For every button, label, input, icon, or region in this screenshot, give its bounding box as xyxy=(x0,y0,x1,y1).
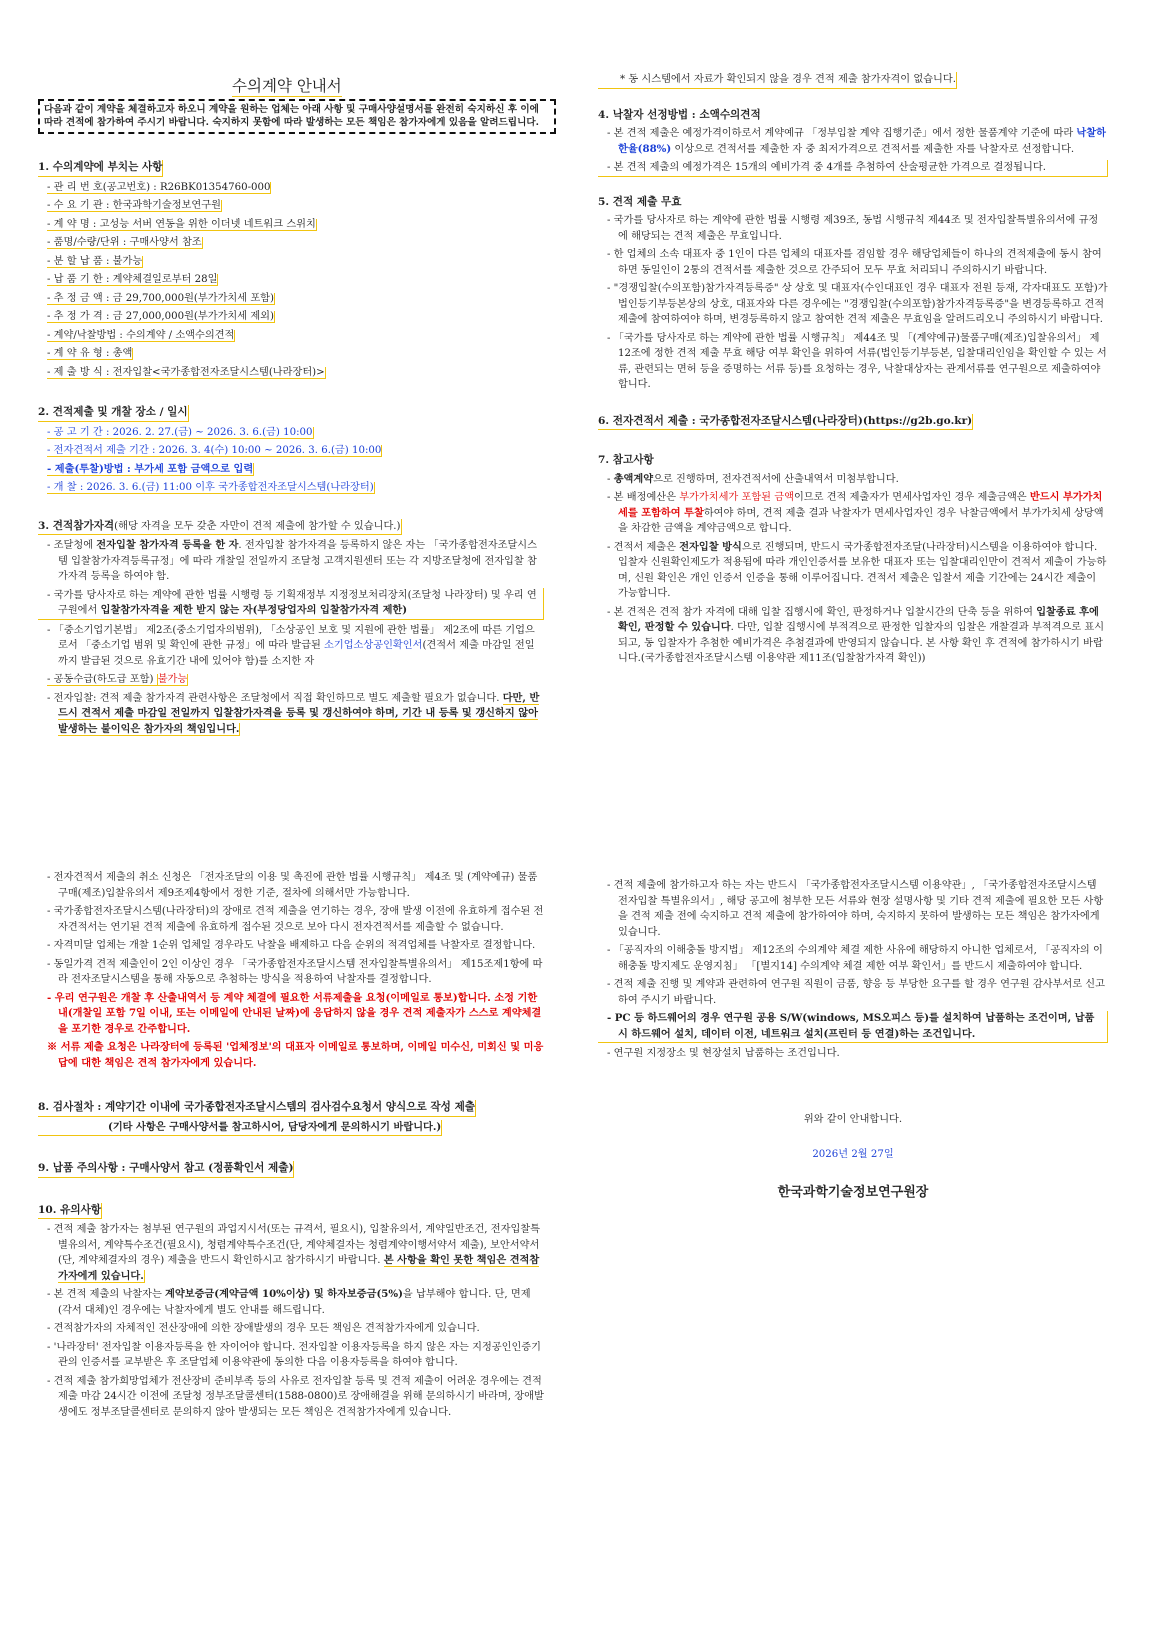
section-2-heading: 2. 견적제출 및 개찰 장소 / 일시 xyxy=(38,405,189,422)
section-4-heading: 4. 낙찰자 선정방법 : 소액수의견적 xyxy=(598,108,761,121)
section-3-heading-note: (해당 자격을 모두 갖춘 자만이 견적 제출에 참가할 수 있습니다.) xyxy=(114,520,401,532)
section-3-heading: 3. 견적참가자격 xyxy=(38,519,115,532)
list-item: - 「국가를 당사자로 하는 계약에 관한 법률 시행규칙」 제44조 및 「(계약예규)물품구매(제조)입찰유의서」 제12조에 정한 견적 제출 무효 해당 여부 확인을 위하여 서류(법인등기부등본, 입찰대리인임을 확인할 수 있는 서류, 관련되는 면허 등을 증명하는 서류 등)를 요청하는 경우, 낙찰대상자는 관계서류를 연구원으로 제출하여야 합니다. xyxy=(607,332,1107,390)
section-1-list xyxy=(38,180,544,381)
list-item: - 전자견적서 제출 기간 : 2026. 3. 4(수) 10:00 ~ 2026. 3. 6.(금) 10:00 xyxy=(47,445,382,456)
list-item: - 조달청에 전자입찰 참가자격 등록을 한 자. 전자입찰 참가자격을 등록하지 않은 자는 「국가종합전자조달시스템 입찰참가자격등록규정」에 따라 개찰일 전일까지 조달청 고객지원센터 또는 각 지방조달청에 전자입찰 참가자격 등록을 하여야 함. xyxy=(47,539,537,582)
list-item: - 공동수급(하도급 포함) 불가능 xyxy=(47,674,188,685)
section-5-heading: 5. 견적 제출 무효 xyxy=(598,195,682,208)
system-note: * 동 시스템에서 자료가 확인되지 않을 경우 견적 제출 참가자격이 없습니다. xyxy=(598,72,957,89)
list-item: - 관 리 번 호(공고번호) : R26BK01354760-000 xyxy=(47,181,271,193)
left-top-column xyxy=(38,160,544,740)
list-item: - 수 요 기 관 : 한국과학기술정보연구원 xyxy=(47,200,221,211)
signer: 한국과학기술정보연구원장 xyxy=(777,1184,929,1200)
list-item: - 견적서 제출은 전자입찰 방식으로 진행되며, 반드시 국가종합전자조달(나라장터)시스템을 이용하여야 합니다. 입찰자 신원확인제도가 적용됨에 따라 개인인증서를 보유한 대표자 또는 입찰대리인만이 견적서 제출이 가능하며, 신원 확인은 개인 인증서 인증을 통해 이루어집니다. 견적서 제출은 입찰서 제출 기간에는 24시간 제출이 가능합니다. xyxy=(607,540,1107,599)
section-7-heading: 7. 참고사항 xyxy=(598,454,654,466)
closing-date: 2026년 2월 27일 xyxy=(812,1149,894,1160)
list-item: - 견적 제출 참가희망업체가 전산장비 준비부족 등의 사유로 전자입찰 등록 및 견적 제출이 어려운 경우에는 견적 제출 마감 24시간 이전에 조달청 정부조달콜센터(1588-0800)로 장애해결을 위해 문의하시기 바라며, 장애발생에도 정부조달콜센터로 문의하지 않아 발생되는 모든 책임은 견적참가자에게 있습니다. xyxy=(47,1375,544,1418)
red-notice: ※ 서류 제출 요청은 나라장터에 등록된 '업체정보'의 대표자 이메일로 통보하며, 이메일 미수신, 미회신 및 미응답에 대한 책임은 견적 참가자에게 있습니다. xyxy=(47,1041,544,1069)
notice-box: 다음과 같이 계약을 체결하고자 하오니 계약을 원하는 업체는 아래 사항 및 구매사양설명서를 완전히 숙지하신 후 이에 따라 견적에 참가하여 주시기 바랍니다. 숙지하지 못함에 따라 발생하는 모든 책임은 참가자에게 있음을 알려드립니다. xyxy=(38,99,556,134)
list-item: - 한 업체의 소속 대표자 중 1인이 다른 업체의 대표자를 겸임할 경우 해당업체들이 하나의 견적제출에 동시 참여하면 동일인이 2통의 견적서를 제출한 것으로 간주되어 모두 무효 처리되니 주의하시기 바랍니다. xyxy=(607,249,1102,276)
right-bottom-column xyxy=(598,878,1108,1203)
list-item: - 견적 제출 진행 및 계약과 관련하여 연구원 직원이 금품, 향응 등 부당한 요구를 할 경우 연구원 감사부서로 신고하여 주시기 바랍니다. xyxy=(607,979,1105,1006)
list-item: - 국가를 당사자로 하는 계약에 관한 법률 시행령 등 기획재정부 지정정보처리장치(조달청 나라장터) 및 우리 연구원에서 입찰참가자격을 제한 받지 않는 자(부정당업자의 입찰참가자격 제한) xyxy=(38,588,544,620)
list-item: - 제 출 방 식 : 전자입찰<국가종합전자조달시스템(나라장터)> xyxy=(47,366,325,378)
list-item: - 전자견적서 제출의 취소 신청은 「전자조달의 이용 및 촉진에 관한 법률 시행규칙」 제4조 및 (계약예규) 물품구매(제조)입찰유의서 제9조제4항에서 정한 기준, 절차에 의해서만 가능합니다. xyxy=(47,872,538,899)
red-notice: - 우리 연구원은 개찰 후 산출내역서 등 계약 체결에 필요한 서류제출을 요청(이메일로 통보)합니다. 소정 기한 내(개찰일 포함 7일 이내, 또는 이메일에 안내된 날짜)에 응답하지 않을 경우 견적 제출자가 스스로 계약체결을 포기한 경우로 간주합니다. xyxy=(47,991,542,1035)
list-item: - 본 견적은 견적 참가 자격에 대해 입찰 집행시에 확인, 판정하거나 입찰시간의 단축 등을 위하여 입찰종료 후에 확인, 판정할 수 있습니다. 다만, 입찰 집행시에 부적격으로 판정한 입찰자의 입찰은 개찰결과 부적격으로 표시되고, 동 입찰자가 추첨한 예비가격은 추첨결과에 반영되지 않습니다. 본 사항 확인 후 견적에 참가하시기 바랍니다.(국가종합전자조달시스템 이용약관 제11조(입찰참가자격 확인)) xyxy=(607,605,1105,664)
list-item: - 「중소기업기본법」 제2조(중소기업자의범위), 「소상공인 보호 및 지원에 관한 법률」 제2조에 따른 기업으로서 「중소기업 범위 및 확인에 관한 규정」에 따라 발급된 소기업소상공인확인서(견적서 제출 마감일 전일까지 발급된 것으로 유효기간 내에 있어야 함)를 소지한 자 xyxy=(47,624,535,667)
list-item: - 견적 제출에 참가하고자 하는 자는 반드시 「국가종합전자조달시스템 이용약관」, 「국가종합전자조달시스템 전자입찰 특별유의서」, 해당 공고에 첨부한 모든 서류와 현장 설명사항 및 기타 견적 제출에 필요한 모든 사항을 견적 제출 전에 숙지하고 견적 제출에 참가하여야 하며, 숙지하지 못하여 발생하는 모든 책임은 참가자에게 있습니다. xyxy=(607,880,1104,938)
list-item: - 본 배정예산은 부가가치세가 포함된 금액이므로 견적 제출자가 면세사업자인 경우 제출금액은 반드시 부가가치세를 포함하여 투찰하여야 하며, 견적 제출 결과 낙찰자가 면세사업자인 경우 낙찰금액에서 부가가치세 상당액을 차감한 금액을 계약금액으로 합니다. xyxy=(607,491,1104,534)
list-item: - 추 정 금 액 : 금 29,700,000원(부가가치세 포함) xyxy=(47,292,274,304)
list-item: - 계약/낙찰방법 : 수의계약 / 소액수의견적 xyxy=(47,329,235,341)
list-item: - 동일가격 견적 제출인이 2인 이상인 경우 「국가종합전자조달시스템 전자입찰특별유의서」 제15조제1항에 따라 전자조달시스템을 통해 자동으로 추첨하는 방식을 적용하여 낙찰자를 결정합니다. xyxy=(47,958,543,985)
section-9-heading: 9. 납품 주의사항 : 구매사양서 참고 (정품확인서 제출) xyxy=(38,1161,294,1178)
list-item: - 전자입찰: 견적 제출 참가자격 관련사항은 조달청에서 직접 확인하므로 별도 제출할 필요가 없습니다. 다만, 반드시 견적서 제출 마감일 전일까지 입찰참가자격을 등록 및 갱신하여야 하며, 기간 내 등록 및 갱신하지 않아 발생하는 불이익은 참가자의 책임입니다. xyxy=(47,691,540,735)
list-item: - 총액계약으로 진행하며, 전자견적서에 산출내역서 미첨부합니다. xyxy=(607,472,899,485)
list-item: - 본 견적 제출의 예정가격은 15개의 예비가격 중 4개를 추첨하여 산술평균한 가격으로 결정됩니다. xyxy=(598,160,1108,177)
list-item: - 견적참가자의 자체적인 전산장애에 의한 장애발생의 경우 모든 책임은 견적참가자에게 있습니다. xyxy=(47,1323,480,1334)
section-10-heading: 10. 유의사항 xyxy=(38,1203,102,1220)
list-item: - 개 찰 : 2026. 3. 6.(금) 11:00 이후 국가종합전자조달시스템(나라장터) xyxy=(47,482,374,493)
list-item: - 계 약 유 형 : 총액 xyxy=(47,348,133,359)
list-item: - 본 견적 제출은 예정가격이하로서 계약예규 「정부입찰 계약 집행기준」에서 정한 물품계약 기준에 따라 낙찰하한율(88%) 이상으로 견적서를 제출한 자 중 최저가격으로 견적서를 제출한 자를 낙찰자로 선정합니다. xyxy=(607,127,1106,155)
list-item: - '나라장터' 전자입찰 이용자등록을 한 자이어야 합니다. 전자입찰 이용자등록을 하지 않은 자는 지정공인인증기관의 인증서를 교부받은 후 조달업체 이용약관에 동의한 다음 이용자등록을 하여야 합니다. xyxy=(47,1341,541,1368)
list-item: - 자격미달 업체는 개찰 1순위 업체일 경우라도 낙찰을 배제하고 다음 순위의 적격업체를 낙찰자로 결정합니다. xyxy=(47,940,536,951)
list-item: - 국가종합전자조달시스템(나라장터)의 장애로 견적 제출을 연기하는 경우, 장애 발생 이전에 유효하게 접수된 전자견적서는 연기된 견적 제출에 유효하게 접수된 것으로 보아 다시 전자견적서를 제출할 수 없습니다. xyxy=(47,906,544,933)
list-item: - 「공직자의 이해충돌 방지법」 제12조의 수의계약 체결 제한 사유에 해당하지 아니한 업체로서, 「공직자의 이해충돌 방지제도 운영지침」 「[별지14] 수의계약 체결 제한 여부 확인서」를 반드시 제출하여야 합니다. xyxy=(607,945,1103,972)
list-item: - PC 등 하드웨어의 경우 연구원 공용 S/W(windows, MS오피스 등)를 설치하여 납품하는 조건이며, 납품 시 하드웨어 설치, 데이터 이전, 네트워크 설치(프린터 등 연결)하는 조건입니다. xyxy=(598,1011,1108,1043)
list-item: - 분 할 납 품 : 불가능 xyxy=(47,255,143,267)
section-8-heading: 8. 검사절차 : 계약기간 이내에 국가종합전자조달시스템의 검사검수요청서 양식으로 작성 제출 xyxy=(38,1100,476,1117)
list-item: - "경쟁입찰(수의포함)참가자격등록증" 상 상호 및 대표자(수인대표인 경우 대표자 전원 등재, 각자대표도 포함)가 법인등기부등본상의 상호, 대표자와 다른 경우에는 "경쟁입찰(수의포함)참가자격등록증"을 변경등록하고 견적 제출에 참여하여야 하며, 변경등록하지 않고 참여한 견적 제출은 무효임을 알려드리오니 주의하시기 바랍니다. xyxy=(607,283,1108,325)
list-item: - 연구원 지정장소 및 현장설치 납품하는 조건입니다. xyxy=(607,1048,840,1059)
list-item: - 품명/수량/단위 : 구매사양서 참조 xyxy=(47,237,202,248)
list-item: - 국가를 당사자로 하는 계약에 관한 법률 시행령 제39조, 동법 시행규칙 제44조 및 전자입찰특별유의서에 규정에 해당되는 견적 제출은 무효입니다. xyxy=(607,215,1099,242)
section-1-heading: 1. 수의계약에 부치는 사항 xyxy=(38,160,163,177)
section-2-list xyxy=(38,425,544,496)
left-bottom-column xyxy=(38,870,544,1423)
list-item: - 견적 제출 참가자는 첨부된 연구원의 과업지시서(또는 규격서, 필요시), 입찰유의서, 계약일반조건, 전자입찰특별유의서, 계약특수조건(필요시), 청렴계약특수조건(단, 계약체결자는 청렴계약이행서약서 제출), 보안서약서(단, 계약체결자의 경우) 제출을 반드시 확인하시고 참가하시기 바랍니다. 본 사항을 확인 못한 책임은 견적참가자에게 있습니다. xyxy=(47,1224,540,1282)
list-item: - 제출(투찰)방법 : 부가세 포함 금액으로 입력 xyxy=(47,462,254,475)
list-item: - 추 정 가 격 : 금 27,000,000원(부가가치세 제외) xyxy=(47,311,274,322)
page-title: 수의계약 안내서 xyxy=(232,74,342,97)
section-6-heading: 6. 전자견적서 제출 : 국가종합전자조달시스템(나라장터)(https://g2b.go.kr) xyxy=(598,414,973,431)
list-item: - 납 품 기 한 : 계약체결일로부터 28일 xyxy=(47,274,218,285)
closing-line: 위와 같이 안내합니다. xyxy=(803,1113,903,1125)
right-top-column xyxy=(598,72,1108,670)
list-item: - 공 고 기 간 : 2026. 2. 27.(금) ~ 2026. 3. 6.(금) 10:00 xyxy=(47,426,313,438)
list-item: - 본 견적 제출의 낙찰자는 계약보증금(계약금액 10%이상) 및 하자보증금(5%)을 납부해야 합니다. 단, 면제(각서 대체)인 경우에는 낙찰자에게 별도 안내를 해드립니다. xyxy=(47,1288,531,1316)
section-8-sub: (기타 사항은 구매사양서를 참고하시어, 담당자에게 문의하시기 바랍니다.) xyxy=(38,1120,442,1137)
list-item: - 계 약 명 : 고성능 서버 연동을 위한 이더넷 네트워크 스위치 xyxy=(47,218,316,230)
